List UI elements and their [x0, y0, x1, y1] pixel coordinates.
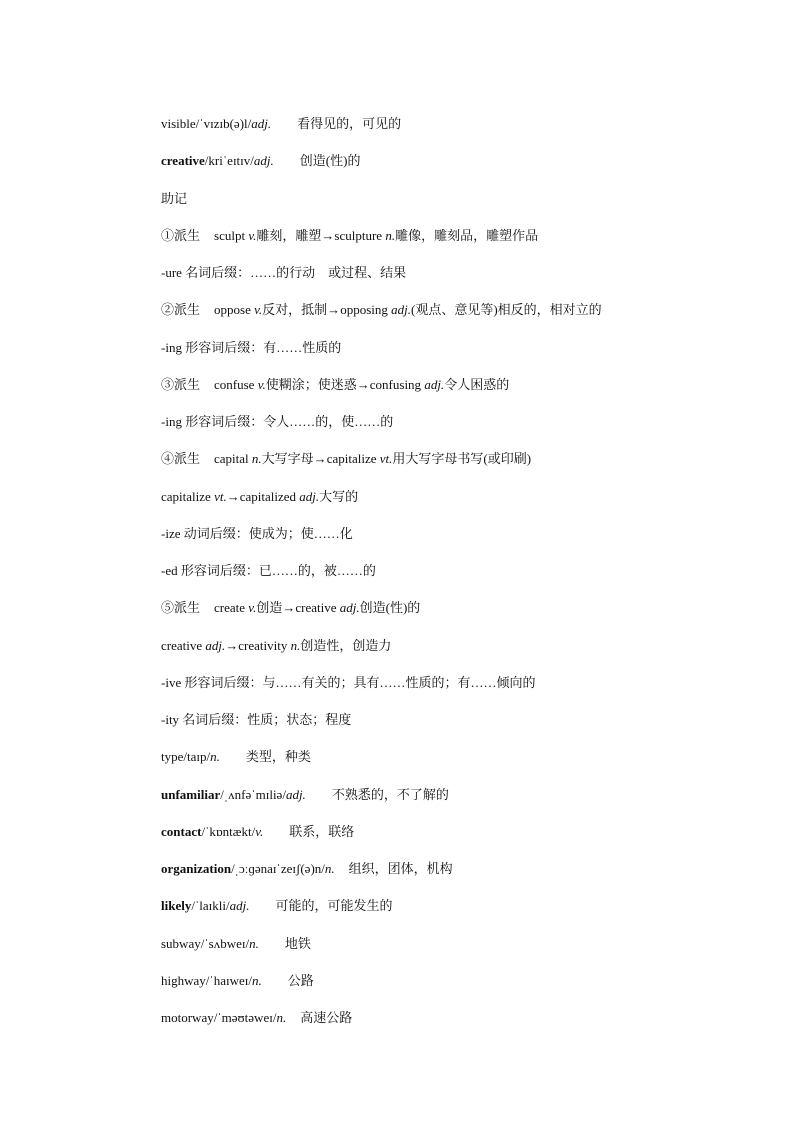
base-word: creative — [161, 638, 203, 653]
entry-meaning: 可能的，可能发生的 — [275, 898, 393, 913]
derivation-prefix: ②派生 — [161, 302, 201, 317]
suffix-note-text: -ing 形容词后缀：令人……的，使……的 — [161, 414, 394, 429]
entry-word: type — [161, 749, 184, 764]
entry-word: contact — [161, 824, 202, 839]
entry-pos: n. — [252, 973, 262, 988]
suffix-note-text: -ing 形容词后缀：有……性质的 — [161, 340, 342, 355]
entry-meaning: 地铁 — [284, 936, 311, 951]
entry-phonetic: /ˈlaɪkli/ — [191, 898, 230, 913]
base-word: sculpt — [214, 228, 246, 243]
entry-meaning: 创造(性)的 — [299, 153, 361, 168]
base-pos: n. — [251, 451, 262, 466]
entry-pos: adj. — [251, 116, 272, 131]
entry-word: likely — [161, 898, 192, 913]
derived-pos: adj. — [339, 600, 360, 615]
suffix-note-text: -ure 名词后缀：……的行动 或过程、结果 — [161, 265, 407, 280]
base-pos: v. — [257, 377, 266, 392]
entry-word: visible — [161, 116, 196, 131]
base-word: create — [214, 600, 246, 615]
suffix-note-text: -ize 动词后缀：使成为；使……化 — [161, 526, 353, 541]
base-meaning: 大写字母→ — [261, 451, 327, 466]
derived-pos: adj. — [391, 302, 411, 317]
derivation-prefix: ①派生 — [161, 228, 201, 243]
entry-word: creative — [161, 153, 205, 168]
entry-phonetic: /ˌɔːɡənaɪˈzeɪʃ(ə)n/ — [231, 861, 325, 876]
arrow: → — [226, 489, 240, 504]
base-meaning: 创造→ — [256, 600, 296, 615]
derived-word: capitalize — [326, 451, 377, 466]
derived-meaning: 雕像，雕刻品，雕塑作品 — [395, 228, 539, 243]
entry-phonetic: /ˈsʌbweɪ/ — [200, 936, 250, 951]
derived-pos: vt. — [379, 451, 393, 466]
entry-meaning: 联系，联络 — [289, 824, 355, 839]
entry-phonetic: /ˈvɪzɪb(ə)l/ — [195, 116, 252, 131]
base-pos: v. — [248, 600, 257, 615]
arrow: → — [225, 638, 239, 653]
entry-pos: n. — [276, 1010, 287, 1025]
base-word: capitalize — [161, 489, 211, 504]
derived-pos: adj. — [299, 489, 320, 504]
derived-word: creativity — [238, 638, 288, 653]
derived-pos: adj. — [424, 377, 445, 392]
entry-phonetic: /ˌʌnfəˈmɪliə/ — [220, 787, 286, 802]
derivation-prefix: ④派生 — [161, 451, 201, 466]
entry-meaning: 看得见的，可见的 — [297, 116, 402, 131]
entry-meaning: 高速公路 — [300, 1010, 353, 1025]
entry-meaning: 公路 — [287, 973, 314, 988]
base-word: confuse — [214, 377, 255, 392]
entry-pos: n. — [210, 749, 220, 764]
entry-phonetic: /ˈməʊtəweɪ/ — [213, 1010, 277, 1025]
entry-pos: adj. — [285, 787, 306, 802]
base-pos: vt. — [214, 489, 227, 504]
derived-word: sculpture — [334, 228, 383, 243]
entry-pos: v. — [255, 824, 264, 839]
derived-meaning: 创造(性)的 — [359, 600, 421, 615]
entry-word: unfamiliar — [161, 787, 221, 802]
entry-pos: n. — [324, 861, 335, 876]
base-pos: adj. — [205, 638, 226, 653]
entry-word: highway — [161, 973, 206, 988]
derivation-prefix: ⑤派生 — [161, 600, 201, 615]
entry-word: organization — [161, 861, 232, 876]
entry-meaning: 不熟悉的，不了解的 — [331, 787, 449, 802]
entry-pos: adj. — [229, 898, 250, 913]
base-meaning: 反对，抵制→ — [262, 302, 341, 317]
derived-word: opposing — [340, 302, 388, 317]
derived-meaning: 用大写字母书写(或印刷) — [392, 451, 532, 466]
derived-meaning: 大写的 — [319, 489, 359, 504]
base-word: oppose — [214, 302, 251, 317]
suffix-note-text: -ed 形容词后缀：已……的，被……的 — [161, 563, 376, 578]
derived-word: confusing — [369, 377, 422, 392]
entry-meaning: 类型，种类 — [245, 749, 311, 764]
vocab-entry-motorway — [148, 994, 352, 1042]
derived-pos: n. — [290, 638, 301, 653]
derived-meaning: 令人困惑的 — [444, 377, 510, 392]
entry-meaning: 组织，团体，机构 — [348, 861, 453, 876]
entry-phonetic: /ˈhaɪweɪ/ — [205, 973, 252, 988]
derived-meaning: (观点、意见等)相反的，相对立的 — [410, 302, 602, 317]
base-pos: v. — [254, 302, 263, 317]
derived-word: creative — [295, 600, 337, 615]
derived-meaning: 创造性，创造力 — [300, 638, 392, 653]
base-meaning: 使糊涂；使迷惑→ — [265, 377, 370, 392]
mnemonic-heading-text: 助记 — [161, 191, 188, 206]
entry-word: subway — [161, 936, 201, 951]
entry-phonetic: /ˈkɒntækt/ — [201, 824, 256, 839]
entry-word: motorway — [161, 1010, 214, 1025]
derived-word: capitalized — [239, 489, 297, 504]
derivation-prefix: ③派生 — [161, 377, 201, 392]
suffix-note-text: -ity 名词后缀：性质；状态；程度 — [161, 712, 352, 727]
base-pos: v. — [248, 228, 257, 243]
entry-phonetic: /taɪp/ — [183, 749, 211, 764]
derived-pos: n. — [385, 228, 396, 243]
entry-pos: adj. — [253, 153, 274, 168]
suffix-note-text: -ive 形容词后缀：与……有关的；具有……性质的；有……倾向的 — [161, 675, 536, 690]
base-meaning: 雕刻，雕塑→ — [256, 228, 335, 243]
entry-pos: n. — [249, 936, 259, 951]
base-word: capital — [214, 451, 249, 466]
entry-phonetic: /kriˈeɪtɪv/ — [204, 153, 254, 168]
